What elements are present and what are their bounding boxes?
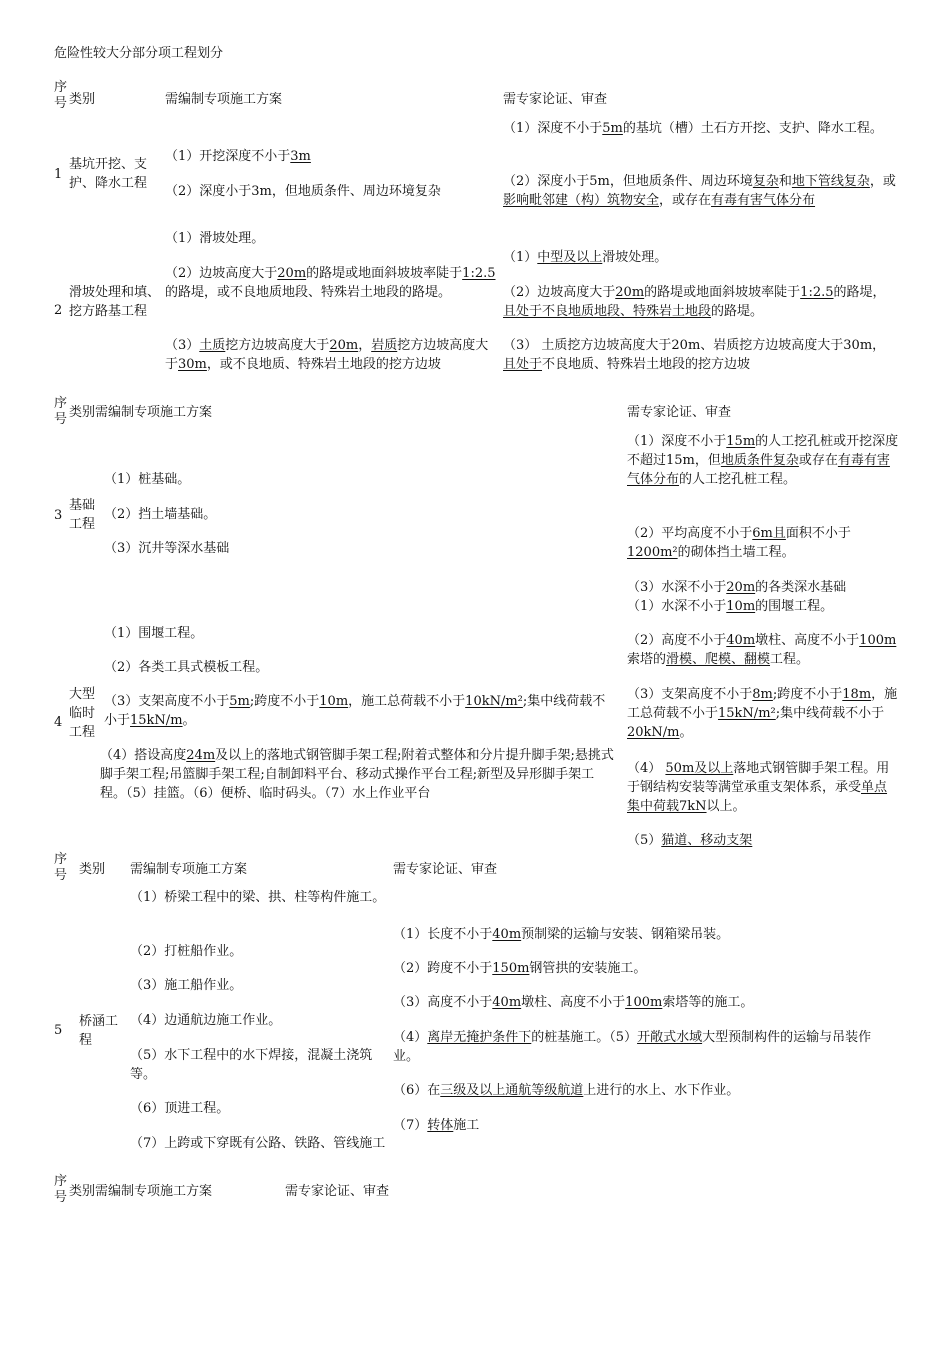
section-5-plan-4: （4）边通航边施工作业。 <box>130 1013 282 1028</box>
header-seq-block3 <box>54 852 67 884</box>
section-2-expert-1: （1）中型及以上滑坡处理。 <box>503 250 668 265</box>
section-4-expert-3: （3）支架高度不小于8m;跨度不小于18m，施工总荷载不小于15kN/m²;集中线荷载不小于20kN/m。 <box>627 687 898 740</box>
underlined-text: 100m <box>625 995 663 1010</box>
section-5-plan-1: （1）桥梁工程中的梁、拱、柱等构件施工。 <box>130 890 386 905</box>
underlined-text: 20m <box>726 580 756 595</box>
underlined-text: 20m <box>277 266 307 281</box>
underlined-text: 岩质 <box>371 338 398 353</box>
section-5-number: 5 <box>54 1023 63 1038</box>
underlined-text: 18m <box>842 687 872 702</box>
section-3-number: 3 <box>54 508 63 523</box>
underlined-text: 20kN/m <box>627 725 680 740</box>
header-seq-line1: 序 <box>54 852 68 867</box>
underlined-text: 地质条件复杂 <box>720 453 799 468</box>
section-4-expert-5: （5）猫道、移动支架 <box>627 833 753 848</box>
underlined-text: 40m <box>726 633 756 648</box>
underlined-text: 单点集中荷载7kN <box>627 780 888 814</box>
underlined-text: 5m <box>229 694 250 709</box>
underlined-text: 复杂 <box>752 174 779 189</box>
header-plan: 需编制专项施工方案 <box>165 92 283 107</box>
underlined-text: 15kN/m² <box>718 706 776 721</box>
section-5-expert-5: （6）在三级及以上通航等级航道上进行的水上、水下作业。 <box>393 1083 740 1098</box>
header-expert-block4: 需专家论证、审查 <box>285 1184 390 1199</box>
underlined-text: 三级及以上通航等级航道 <box>440 1083 584 1098</box>
section-4-plan-3: （3）支架高度不小于5m;跨度不小于10m，施工总荷载不小于10kN/m²;集中线荷载不小于15kN/m。 <box>104 694 606 728</box>
header-seq-block4 <box>54 1174 67 1206</box>
header-expert-block2: 需专家论证、审查 <box>627 405 732 420</box>
section-1-plan-1: （1）开挖深度不小于3m <box>165 149 311 164</box>
section-3-expert-1: （1）深度不小于15m的人工挖孔桩或开挖深度不超过15m，但地质条件复杂或存在有毒有害气体分布的人工挖孔桩工程。 <box>627 434 899 487</box>
section-3-plan-3: （3）沉井等深水基础 <box>104 541 230 556</box>
section-4-expert-1: （1）水深不小于10m的围堰工程。 <box>627 599 834 614</box>
section-1-plan-2: （2）深度小于3m，但地质条件、周边环境复杂 <box>165 184 441 199</box>
underlined-text: 不良地质地段、特殊岩土地段 <box>542 304 712 319</box>
section-5-category: 桥涵工程 <box>79 1014 119 1048</box>
underlined-text: 10m <box>726 599 756 614</box>
section-4-plan-4: （4）搭设高度24m及以上的落地式钢管脚手架工程;附着式整体和分片提升脚手架;悬挑式脚手架工程;吊篮脚手架工程;自制卸料平台、移动式操作平台工程;新型及异形脚手架工程。（5）挂篮。（6）便桥、临时码头。（7）水上作业平台 <box>100 748 614 801</box>
section-5-expert-2: （2）跨度不小于150m钢管拱的安装施工。 <box>393 961 647 976</box>
section-5-plan-6: （6）顶进工程。 <box>130 1101 230 1116</box>
header-category-plan-block4: 类别需编制专项施工方案 <box>69 1184 213 1199</box>
header-seq-line2: 号 <box>54 1190 68 1205</box>
section-5-expert-1: （1）长度不小于40m预制梁的运输与安装、钢箱梁吊装。 <box>393 927 730 942</box>
section-3-category: 基础工程 <box>69 498 96 532</box>
section-5-plan-5: （5）水下工程中的水下焊接，混凝土浇筑等。 <box>130 1048 373 1082</box>
header-expert-block3: 需专家论证、审查 <box>393 862 498 877</box>
section-5-plan-7: （7）上跨或下穿既有公路、铁路、管线施工 <box>130 1136 386 1151</box>
section-2-plan-3: （3）土质挖方边坡高度大于20m，岩质挖方边坡高度大于30m，或不良地质、特殊岩土地段的挖方边坡 <box>165 338 489 372</box>
underlined-text: 且处于 <box>503 357 543 372</box>
underlined-text: 转体 <box>427 1118 454 1133</box>
document-title: 危险性较大分部分项工程划分 <box>54 46 224 61</box>
section-5-expert-4: （4）离岸无掩护条件下的桩基施工。（5）开敞式水域大型预制构件的运输与吊装作业。 <box>393 1030 872 1064</box>
section-4-plan-2: （2）各类工具式模板工程。 <box>104 660 269 675</box>
section-2-plan-1: （1）滑坡处理。 <box>165 231 265 246</box>
section-5-expert-3: （3）高度不小于40m墩柱、高度不小于100m索塔等的施工。 <box>393 995 754 1010</box>
section-2-category: 滑坡处理和填、挖方路基工程 <box>69 285 161 319</box>
underlined-text: 100m <box>859 633 897 648</box>
underlined-text: 40m <box>492 927 522 942</box>
header-category: 类别 <box>69 92 96 107</box>
underlined-text: 20m <box>615 285 645 300</box>
section-4-number: 4 <box>54 715 63 730</box>
underlined-text: 15kN/m <box>130 713 183 728</box>
underlined-text: 且处于 <box>503 304 543 319</box>
header-seq-line2: 号 <box>54 868 68 883</box>
underlined-text: 地下管线复杂 <box>791 174 870 189</box>
underlined-text: 1:2.5 <box>462 266 496 281</box>
underlined-text: 影响毗邻建（构）筑物安全 <box>503 193 660 208</box>
underlined-text: 6m且 <box>752 526 786 541</box>
header-plan-block3: 需编制专项施工方案 <box>130 862 248 877</box>
section-1-expert-1: （1）深度不小于5m的基坑（槽）土石方开挖、支护、降水工程。 <box>503 121 883 136</box>
underlined-text: 1200m² <box>627 545 678 560</box>
header-seq-line1: 序 <box>54 80 68 95</box>
section-1-expert-2: （2）深度小于5m，但地质条件、周边环境复杂和地下管线复杂，或影响毗邻建（构）筑物安全，或存在有毒有害气体分布 <box>503 174 896 208</box>
underlined-text: 10m <box>319 694 349 709</box>
header-seq-line2: 号 <box>54 96 68 111</box>
section-2-expert-3: （3） 土质挖方边坡高度大于20m、岩质挖方边坡高度大于30m，且处于不良地质、特殊岩土地段的挖方边坡 <box>503 338 886 372</box>
section-4-plan-1: （1）围堰工程。 <box>104 626 204 641</box>
header-seq-block2 <box>54 396 67 428</box>
section-4-expert-2: （2）高度不小于40m墩柱、高度不小于100m索塔的滑模、爬模、翻模工程。 <box>627 633 897 667</box>
underlined-text: 10kN/m² <box>465 694 523 709</box>
underlined-text: 土质 <box>199 338 226 353</box>
underlined-text: 5m <box>602 121 623 136</box>
underlined-text: 24m <box>186 748 216 763</box>
underlined-text: 40m <box>492 995 522 1010</box>
underlined-text: 滑模、爬模、翻模 <box>666 652 771 667</box>
section-2-number: 2 <box>54 303 63 318</box>
header-seq-line1: 序 <box>54 396 68 411</box>
section-3-expert-2: （2）平均高度不小于6m且面积不小于1200m²的砌体挡土墙工程。 <box>627 526 851 560</box>
underlined-text: 30m <box>178 357 207 372</box>
header-seq <box>54 80 67 112</box>
section-4-expert-4: （4） 50m及以上落地式钢管脚手架工程。用于钢结构安装等满堂承重支架体系，承受单点集中荷载7kN以上。 <box>627 761 890 814</box>
underlined-text: 开敞式水域 <box>637 1030 703 1045</box>
section-4-category: 大型临时工程 <box>69 687 96 740</box>
underlined-text: 中型及以上 <box>537 250 603 265</box>
section-1-number: 1 <box>54 167 63 182</box>
header-seq-line2: 号 <box>54 412 68 427</box>
section-3-expert-3: （3）水深不小于20m的各类深水基础 <box>627 580 847 595</box>
section-5-plan-3: （3）施工船作业。 <box>130 978 243 993</box>
underlined-text: 猫道、移动支架 <box>661 833 753 848</box>
underlined-text: 离岸无掩护条件下 <box>427 1030 532 1045</box>
underlined-text: 有毒有害气体分布 <box>627 453 890 487</box>
section-3-plan-1: （1）桩基础。 <box>104 472 191 487</box>
underlined-text: 15m <box>726 434 756 449</box>
underlined-text: 20m <box>329 338 359 353</box>
underlined-text: 8m <box>752 687 773 702</box>
header-category-block3: 类别 <box>79 862 106 877</box>
section-2-plan-2: （2）边坡高度大于20m的路堤或地面斜坡坡率陡于1:2.5的路堤，或不良地质地段、特殊岩土地段的路堤。 <box>165 266 496 300</box>
section-1-category: 基坑开挖、支护、降水工程 <box>69 157 148 191</box>
underlined-text: 3m <box>290 149 311 164</box>
section-3-plan-2: （2）挡土墙基础。 <box>104 507 217 522</box>
section-2-expert-2: （2）边坡高度大于20m的路堤或地面斜坡坡率陡于1:2.5的路堤，且处于不良地质地段、特殊岩土地段的路堤。 <box>503 285 886 319</box>
header-category-plan-block2: 类别需编制专项施工方案 <box>69 405 213 420</box>
header-seq-line1: 序 <box>54 1174 68 1189</box>
underlined-text: 1:2.5 <box>800 285 834 300</box>
header-expert: 需专家论证、审查 <box>503 92 608 107</box>
underlined-text: 有毒有害气体分布 <box>711 193 816 208</box>
section-5-plan-2: （2）打桩船作业。 <box>130 944 243 959</box>
underlined-text: 150m <box>492 961 530 976</box>
section-5-expert-6: （7）转体施工 <box>393 1118 480 1133</box>
underlined-text: 50m及以上 <box>665 761 734 776</box>
